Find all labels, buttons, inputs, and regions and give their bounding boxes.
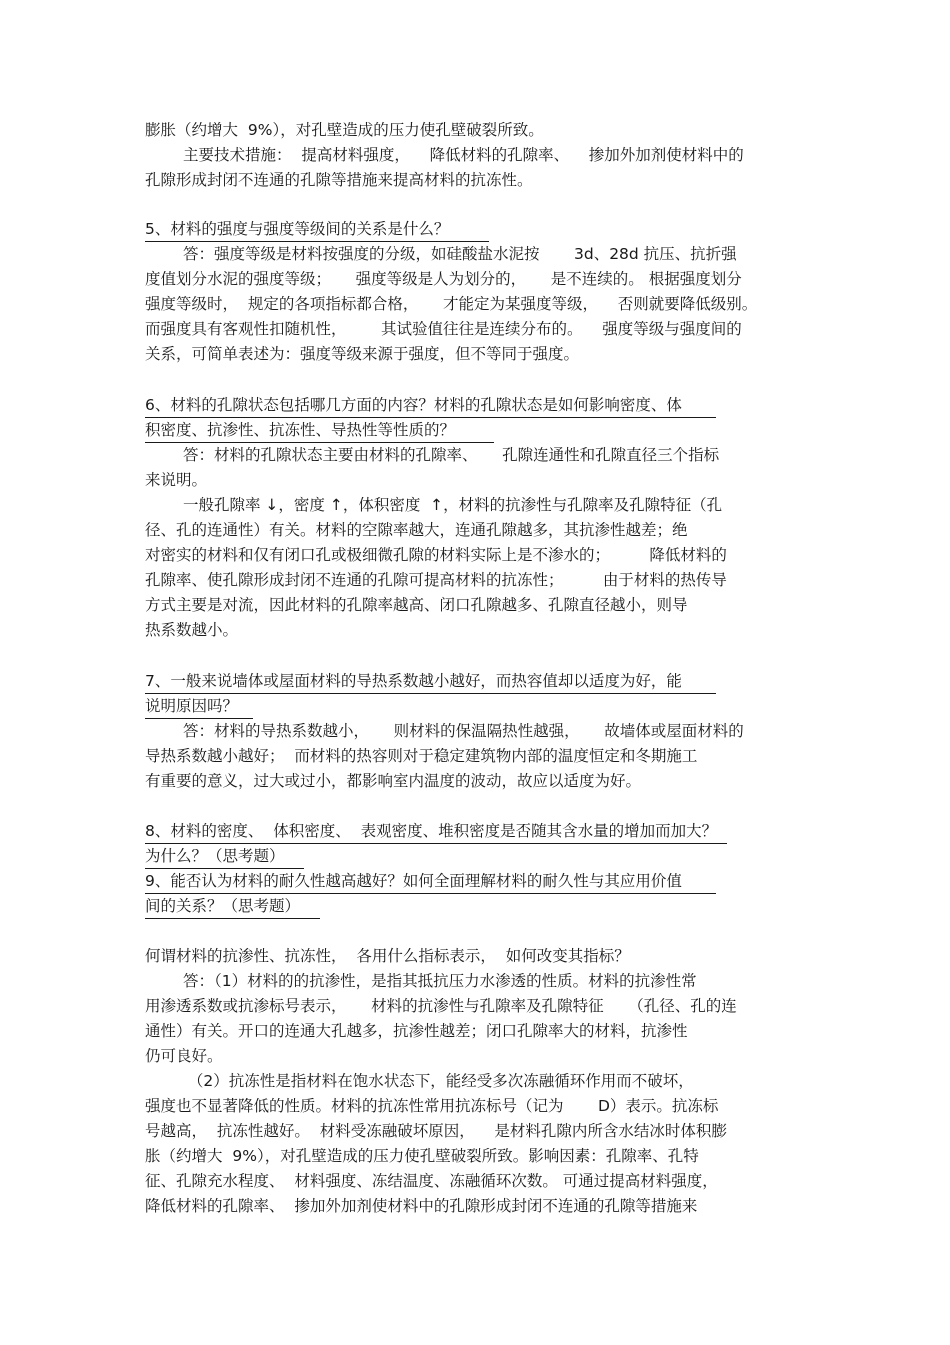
text-line: 主要技术措施： 提高材料强度， 降低材料的孔隙率、 掺加外加剂使材料中的 <box>183 146 744 164</box>
text-line: 仍可良好。 <box>145 1047 223 1065</box>
question-line: 积密度、抗渗性、抗冻性、导热性等性质的？ <box>145 419 494 443</box>
question-line: 间的关系？（思考题） <box>145 895 320 919</box>
text-line: 答：强度等级是材料按强度的分级，如硅酸盐水泥按 3d、28d 抗压、抗折强 <box>183 245 737 263</box>
text-line: 孔隙率、使孔隙形成封闭不连通的孔隙可提高材料的抗冻性； 由于材料的热传导 <box>145 571 727 589</box>
text-line: 膨胀（约增大 9%），对孔壁造成的压力使孔壁破裂所致。 <box>145 121 544 139</box>
text-line: 而强度具有客观性扣随机性， 其试验值往往是连续分布的。 强度等级与强度间的 <box>145 320 742 338</box>
question-line: 说明原因吗？ <box>145 695 253 719</box>
text-line: 对密实的材料和仅有闭口孔或极细微孔隙的材料实际上是不渗水的； 降低材料的 <box>145 546 727 564</box>
text-line: 强度等级时， 规定的各项指标都合格， 才能定为某强度等级， 否则就要降低级别。 <box>145 295 758 313</box>
text-line: 一般孔隙率 ↓，密度 ↑，体积密度 ↑，材料的抗渗性与孔隙率及孔隙特征（孔 <box>183 496 723 514</box>
text-line: 导热系数越小越好； 而材料的热容则对于稳定建筑物内部的温度恒定和冬期施工 <box>145 747 698 765</box>
text-line: 度值划分水泥的强度等级； 强度等级是人为划分的， 是不连续的。 根据强度划分 <box>145 270 742 288</box>
text-line: 征、孔隙充水程度、 材料强度、冻结温度、冻融循环次数。 可通过提高材料强度， <box>145 1172 718 1190</box>
text-line: 孔隙形成封闭不连通的孔隙等措施来提高材料的抗冻性。 <box>145 171 533 189</box>
text-line: 答：材料的孔隙状态主要由材料的孔隙率、 孔隙连通性和孔隙直径三个指标 <box>183 446 720 464</box>
text-line: 强度也不显著降低的性质。材料的抗冻性常用抗冻标号（记为 D）表示。抗冻标 <box>145 1097 719 1115</box>
question-line: 为什么？（思考题） <box>145 845 304 869</box>
question-line: 9、能否认为材料的耐久性越高越好？如何全面理解材料的耐久性与其应用价值 <box>145 870 716 894</box>
text-line: 径、孔的连通性）有关。材料的空隙率越大，连通孔隙越多，其抗渗性越差；绝 <box>145 521 688 539</box>
text-line: 来说明。 <box>145 471 208 489</box>
question-line: 5、材料的强度与强度等级间的关系是什么？ <box>145 218 489 242</box>
text-line: 方式主要是对流，因此材料的孔隙率越高、闭口孔隙越多、孔隙直径越小，则导 <box>145 596 688 614</box>
question-line: 6、材料的孔隙状态包括哪几方面的内容？材料的孔隙状态是如何影响密度、体 <box>145 394 716 418</box>
text-line: （2）抗冻性是指材料在饱水状态下，能经受多次冻融循环作用而不破坏， <box>183 1072 694 1090</box>
text-line: 关系，可简单表述为：强度等级来源于强度，但不等同于强度。 <box>145 345 580 363</box>
question-line: 7、一般来说墙体或屋面材料的导热系数越小越好，而热容值却以适度为好，能 <box>145 670 716 694</box>
text-line: 有重要的意义，过大或过小，都影响室内温度的波动，故应以适度为好。 <box>145 772 642 790</box>
text-line: 答：材料的导热系数越小， 则材料的保温隔热性越强， 故墙体或屋面材料的 <box>183 722 744 740</box>
text-line: 降低材料的孔隙率、 掺加外加剂使材料中的孔隙形成封闭不连通的孔隙等措施来 <box>145 1197 698 1215</box>
text-line: 何谓材料的抗渗性、抗冻性， 各用什么指标表示， 如何改变其指标？ <box>145 947 630 965</box>
question-line: 8、材料的密度、 体积密度、 表观密度、堆积密度是否随其含水量的增加而加大？ <box>145 820 727 844</box>
text-line: 答：（1）材料的的抗渗性，是指其抵抗压力水渗透的性质。材料的抗渗性常 <box>183 972 697 990</box>
text-line: 号越高， 抗冻性越好。 材料受冻融破坏原因， 是材料孔隙内所含水结冰时体积膨 <box>145 1122 727 1140</box>
text-line: 热系数越小。 <box>145 621 239 639</box>
text-line: 通性）有关。开口的连通大孔越多，抗渗性越差；闭口孔隙率大的材料，抗渗性 <box>145 1022 688 1040</box>
text-line: 胀（约增大 9%），对孔壁造成的压力使孔壁破裂所致。影响因素：孔隙率、孔特 <box>145 1147 699 1165</box>
text-line: 用渗透系数或抗渗标号表示， 材料的抗渗性与孔隙率及孔隙特征 （孔径、孔的连 <box>145 997 737 1015</box>
